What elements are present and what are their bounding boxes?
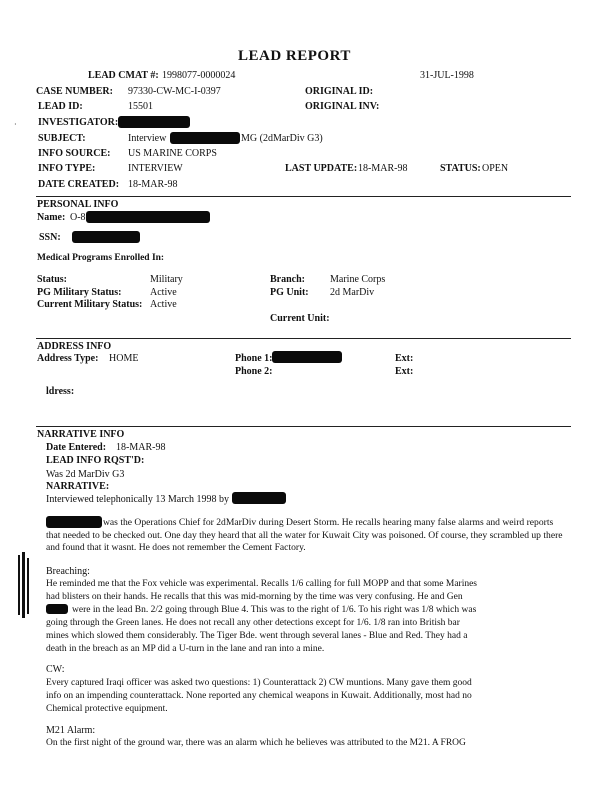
lead-info-rqstd-value: Was 2d MarDiv G3 — [46, 469, 125, 480]
investigator-label: INVESTIGATOR: — [38, 117, 119, 128]
last-update-label: LAST UPDATE: — [285, 163, 358, 174]
branch-label: Branch: — [270, 274, 305, 285]
breaching-line-2: had blisters on their hands. He recalls that this was mid-morning by the time was very confusing. He and Gen — [46, 592, 463, 602]
info-source-value: US MARINE CORPS — [128, 148, 217, 159]
address-type-value: HOME — [109, 353, 139, 364]
medical-programs-label: Medical Programs Enrolled In: — [37, 253, 165, 263]
ext2-label: Ext: — [395, 366, 414, 377]
redaction-subject — [170, 132, 240, 144]
redaction-name — [86, 211, 210, 223]
redaction-phone — [272, 351, 342, 363]
pg-military-status-label: PG Military Status: — [37, 287, 122, 298]
subject-label: SUBJECT: — [38, 133, 86, 144]
breaching-line-3: were in the lead Bn. 2/2 going through Blue 4. This was to the right of 1/6. To his right was 1/8 which was — [72, 605, 477, 615]
address-type-label: Address Type: — [37, 353, 99, 364]
margin-bar-2 — [22, 552, 25, 618]
lead-info-rqstd-label: LEAD INFO RQST'D: — [46, 455, 145, 466]
divider-address — [36, 338, 571, 339]
breaching-heading: Breaching: — [46, 566, 90, 577]
narrative-label: NARRATIVE: — [46, 481, 110, 492]
original-id-label: ORIGINAL ID: — [305, 86, 374, 97]
subject-prefix: Interview — [128, 133, 167, 144]
lead-id-value: 15501 — [128, 101, 153, 112]
margin-bar-3 — [27, 558, 29, 614]
redaction-interviewer — [232, 492, 286, 504]
name-prefix: O-8 — [70, 212, 86, 223]
page-title: LEAD REPORT — [238, 48, 351, 64]
info-source-label: INFO SOURCE: — [38, 148, 111, 159]
phone2-label: Phone 2: — [235, 366, 273, 377]
current-military-status-value: Active — [150, 299, 177, 310]
ext1-label: Ext: — [395, 353, 414, 364]
narrative-info-heading: NARRATIVE INFO — [37, 429, 125, 440]
margin-bar-1 — [18, 555, 20, 615]
redaction-gen-name — [46, 604, 68, 614]
pg-military-status-value: Active — [150, 287, 177, 298]
pg-unit-label: PG Unit: — [270, 287, 309, 298]
current-unit-label: Current Unit: — [270, 313, 330, 324]
name-label: Name: — [37, 212, 66, 223]
breaching-line-6: death in the breach as an MP did a U-turn in the lane and ran into a mine. — [46, 644, 325, 654]
m21-heading: M21 Alarm: — [46, 725, 96, 736]
address-info-heading: ADDRESS INFO — [37, 341, 112, 352]
case-number-label: CASE NUMBER: — [36, 86, 113, 97]
divider-personal — [36, 196, 571, 197]
date-created-value: 18-MAR-98 — [128, 179, 178, 190]
divider-narrative — [36, 426, 571, 427]
date-entered-value: 18-MAR-98 — [116, 442, 166, 453]
breaching-line-5: mines which slowed them considerably. The Tiger Bde. went through several lanes - Blue and Red. They had a — [46, 631, 468, 641]
lead-id-label: LEAD ID: — [38, 101, 83, 112]
pg-unit-value: 2d MarDiv — [330, 287, 375, 298]
cw-heading: CW: — [46, 664, 65, 675]
date-created-label: DATE CREATED: — [38, 179, 120, 190]
military-status-value: Military — [150, 274, 183, 285]
personal-info-heading: PERSONAL INFO — [37, 199, 119, 210]
ssn-label: SSN: — [39, 232, 61, 243]
cw-line-1: Every captured Iraqi officer was asked two questions: 1) Counterattack 2) CW muntions. Many gave them good — [46, 678, 472, 688]
cw-line-2: info on an impending counterattack. None reported any chemical weapons in Kuwait. Additionally, most had no — [46, 691, 472, 701]
current-military-status-label: Current Military Status: — [37, 299, 143, 310]
stray-mark: · — [14, 120, 17, 129]
narrative-paragraph-1: was the Operations Chief for 2dMarDiv during Desert Storm. He recalls hearing many false alarms and weird reports that needed to be checked out. One day they heard that all the water for Kuwait City was poisoned. Of course, they scrambled up there and found that it wasnt. He does not remember the Cement Factory. — [46, 517, 563, 553]
breaching-line-1: He reminded me that the Fox vehicle was experimental. Recalls 1/6 calling for full MOPP and that some Marines — [46, 579, 477, 589]
cw-line-3: Chemical protective equipment. — [46, 704, 168, 714]
case-number-value: 97330-CW-MC-I-0397 — [128, 86, 221, 97]
interviewed-line: Interviewed telephonically 13 March 1998 by — [46, 494, 229, 505]
branch-value: Marine Corps — [330, 274, 386, 285]
info-type-label: INFO TYPE: — [38, 163, 96, 174]
address-label: ldress: — [46, 386, 75, 397]
redaction-ssn — [72, 231, 140, 243]
breaching-line-4: going through the Green lanes. He does not recall any other detections except for 1/6. 1/8 ran into British bar — [46, 618, 460, 628]
lead-cmat-value: 1998077-0000024 — [162, 70, 236, 81]
date-entered-label: Date Entered: — [46, 442, 107, 453]
info-type-value: INTERVIEW — [128, 163, 183, 174]
lead-cmat-label: LEAD CMAT #: — [88, 70, 159, 81]
redaction-investigator — [118, 116, 190, 128]
original-inv-label: ORIGINAL INV: — [305, 101, 380, 112]
last-update-value: 18-MAR-98 — [358, 163, 408, 174]
status-value: OPEN — [482, 163, 509, 174]
phone1-label: Phone 1: — [235, 353, 273, 364]
status-label: STATUS: — [440, 163, 481, 174]
subject-suffix: MG (2dMarDiv G3) — [241, 133, 323, 144]
report-date: 31-JUL-1998 — [420, 70, 474, 81]
military-status-label: Status: — [37, 274, 68, 285]
m21-line-1: On the first night of the ground war, there was an alarm which he believes was attributed to the M21. A FROG — [46, 738, 466, 748]
